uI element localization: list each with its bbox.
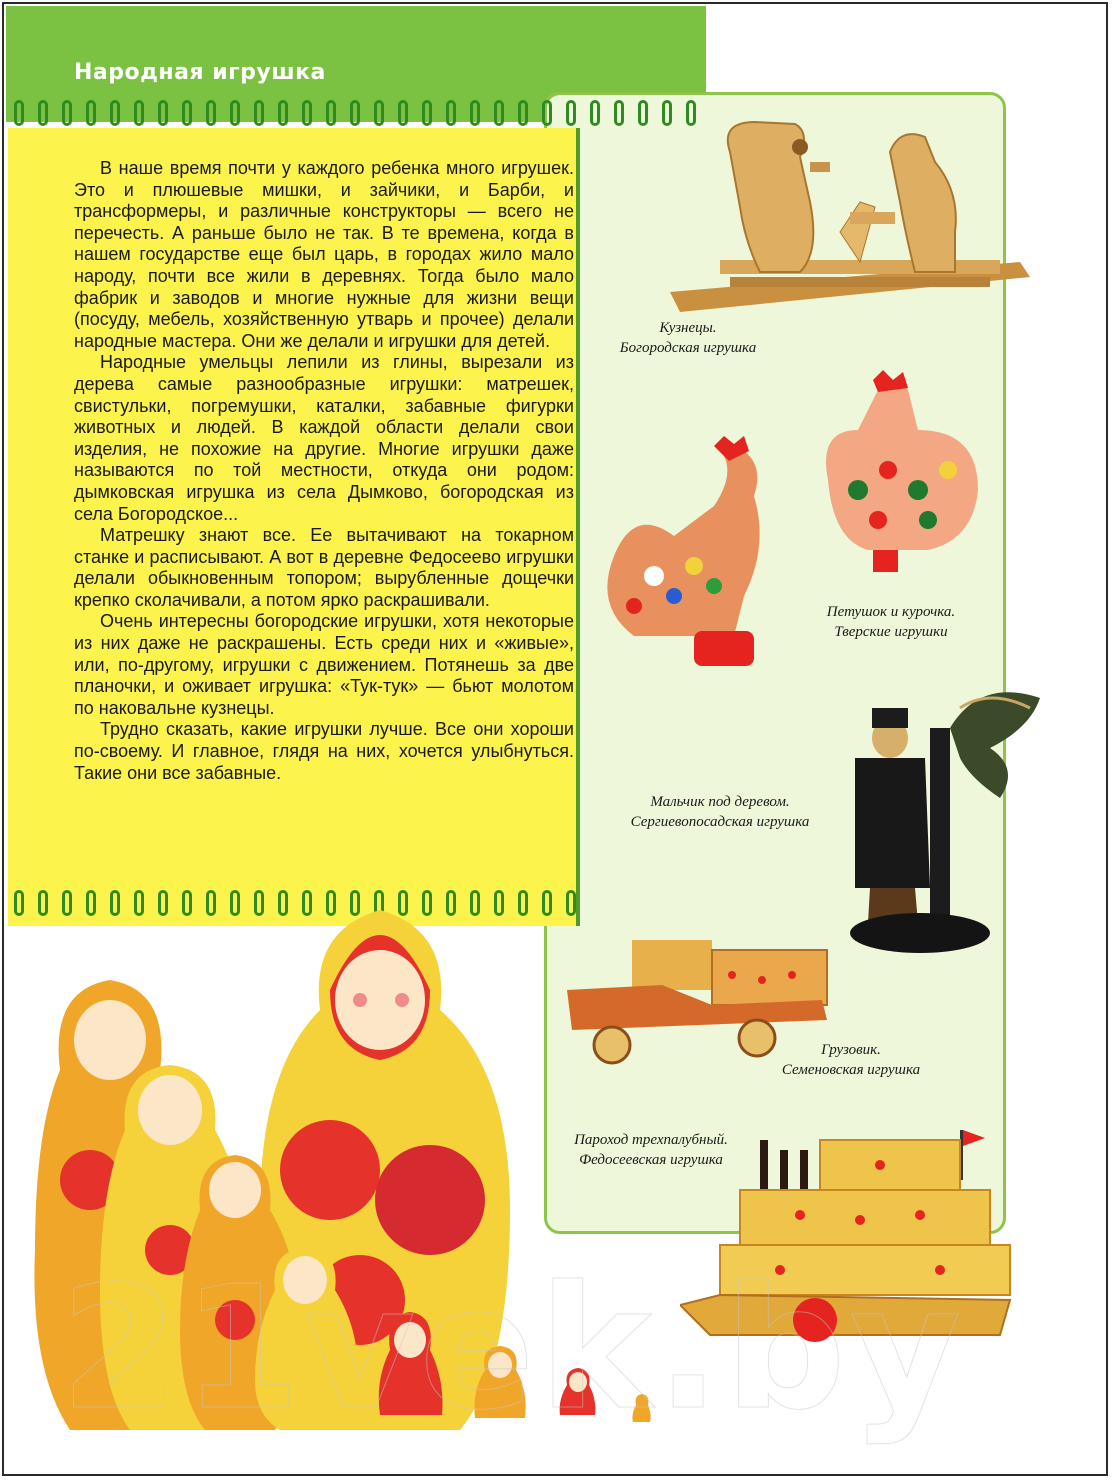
article-paragraph: Народные умельцы лепили из глины, вырезали из дерева самые разнообразные игрушки: матрешек, свистульки, погремушки, каталки, забавные фигурки животных и людей. В каждой области делали свои изделия, не похожие на другие. Многие игрушки даже называются по той местности, откуда они родом: дымковская игрушка из села Дымково, богородская из села Богородское... xyxy=(74,352,574,524)
spiral-ring xyxy=(86,100,96,126)
spiral-ring xyxy=(374,100,384,126)
watermark: 21vek.by xyxy=(60,1250,965,1448)
spiral-ring xyxy=(326,100,336,126)
spiral-ring xyxy=(446,100,456,126)
caption-line: Тверские игрушки xyxy=(834,624,948,640)
spiral-ring xyxy=(38,100,48,126)
spiral-ring xyxy=(230,100,240,126)
article-text xyxy=(74,158,574,784)
spiral-ring xyxy=(206,100,216,126)
spiral-ring xyxy=(470,100,480,126)
caption-line: Петушок и курочка. xyxy=(826,604,956,620)
blacksmiths-toy-image xyxy=(660,112,1040,322)
spiral-ring xyxy=(14,100,24,126)
caption-line: Мальчик под деревом. xyxy=(650,794,790,810)
spiral-ring xyxy=(278,100,288,126)
caption-truck xyxy=(766,1040,936,1080)
article-paragraph: Очень интересны богородские игрушки, хотя некоторые из них даже не раскрашены. Есть среди них и «живые», или, по-другому, игрушки с движением. Потянешь за две планочки, и оживает игрушка: «Тук-тук» — бьют молотом по наковальне кузнецы. xyxy=(74,611,574,718)
caption-line: Пароход трехпалубный. xyxy=(574,1132,728,1148)
rooster-toy-image xyxy=(594,436,794,676)
spiral-ring xyxy=(134,100,144,126)
caption-line: Кузнецы. xyxy=(659,320,717,336)
spiral-ring xyxy=(302,100,312,126)
spiral-ring xyxy=(638,100,648,126)
caption-line: Сергиевопосадская игрушка xyxy=(630,814,810,830)
spiral-ring xyxy=(398,100,408,126)
spiral-ring xyxy=(254,100,264,126)
page-title: Народная игрушка xyxy=(74,60,326,85)
spiral-ring xyxy=(350,100,360,126)
article-paragraph: В наше время почти у каждого ребенка много игрушек. Это и плюшевые мишки, и зайчики, и Барби, и трансформеры, и различные конструкторы — всего не перечесть. А раньше было не так. В те времена, когда в нашем государстве еще был царь, в городах жило мало народу, почти все жили в деревнях. Тогда было мало фабрик и заводов и многие нужные для жизни вещи (посуду, мебель, хозяйственную утварь и прочее) делали народные мастера. Они же делали и игрушки для детей. xyxy=(74,158,574,351)
hen-toy-image xyxy=(818,370,988,580)
article-paragraph: Трудно сказать, какие игрушки лучше. Все они хороши по-своему. И главное, глядя на них, хочется улыбнуться. Такие они все забавные. xyxy=(74,719,574,783)
spiral-ring xyxy=(158,100,168,126)
caption-blacksmiths xyxy=(598,318,778,358)
spiral-binding-top xyxy=(10,100,700,130)
spiral-ring xyxy=(62,100,72,126)
caption-rooster-hen xyxy=(806,602,976,642)
article-paragraph: Матрешку знают все. Ее вытачивают на токарном станке и расписывают. А вот в деревне Федосеево игрушки делали обыкновенным топором; вырубленные дощечки крепко сколачивали, а потом ярко раскрашивали. xyxy=(74,525,574,610)
spiral-ring xyxy=(494,100,504,126)
spiral-ring xyxy=(422,100,432,126)
caption-line: Богородская игрушка xyxy=(619,340,757,356)
spiral-ring xyxy=(542,100,552,126)
spiral-ring xyxy=(590,100,600,126)
spiral-ring xyxy=(518,100,528,126)
boy-under-tree-toy-image xyxy=(830,668,1050,958)
spiral-ring xyxy=(14,890,24,916)
caption-line: Семеновская игрушка xyxy=(781,1062,921,1078)
spiral-ring xyxy=(110,100,120,126)
spiral-ring xyxy=(614,100,624,126)
spiral-ring xyxy=(566,100,576,126)
caption-boy-tree xyxy=(600,792,840,832)
spiral-ring xyxy=(182,100,192,126)
caption-line: Федосеевская игрушка xyxy=(579,1152,723,1168)
caption-line: Грузовик. xyxy=(821,1042,881,1058)
